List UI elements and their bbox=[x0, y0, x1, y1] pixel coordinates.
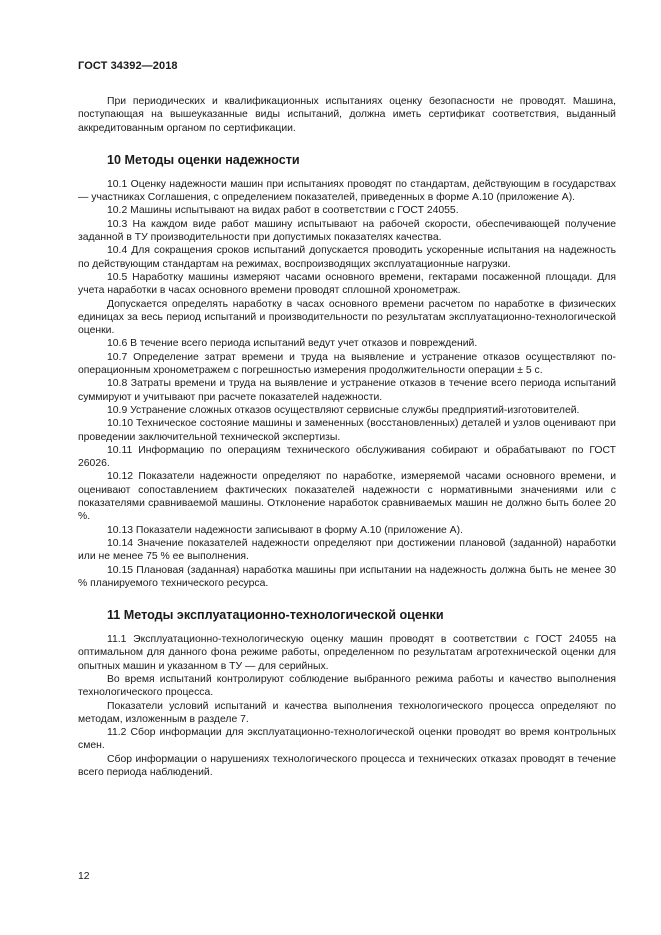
paragraph: 10.8 Затраты времени и труда на выявление и устранение отказов в течение всего периода испытаний суммируют и учитывают при расчете показателей надежности. bbox=[78, 378, 616, 403]
paragraph: 10.1 Оценку надежности машин при испытаниях проводят по стандартам, действующим в государствах — участниках Соглашения, с определением показателей, приведенных в форме А.10 (приложение А). bbox=[78, 178, 616, 204]
paragraph: 10.4 Для сокращения сроков испытаний допускается проводить ускоренные испытания на надежность по действующим стандартам на режимах, воспроизводящих эксплуатационные нагрузки. bbox=[78, 245, 616, 270]
paragraph: Сбор информации о нарушениях технологического процесса и технических отказах проводят в течение всего периода наблюдений. bbox=[78, 753, 616, 779]
paragraph: 10.11 Информацию по операциям технического обслуживания собирают и обрабатывают по ГОСТ 26026. bbox=[78, 444, 616, 470]
paragraph: 10.2 Машины испытывают на видах работ в соответствии с ГОСТ 24055. bbox=[107, 205, 459, 217]
paragraph: 10.3 На каждом виде работ машину испытывают на рабочей скорости, обеспечивающей получение заданной в ТУ производительности при допустимых показателях качества. bbox=[78, 218, 616, 244]
paragraph: 10.14 Значение показателей надежности определяют при достижении плановой (заданной) наработки или не менее 75 % ее выполнения. bbox=[78, 537, 616, 563]
intro-block bbox=[78, 95, 616, 135]
paragraph: Во время испытаний контролируют соблюдение выбранного режима работы и качество выполнения технологического процесса. bbox=[78, 673, 616, 699]
paragraph: 11.2 Сбор информации для эксплуатационно-технологической оценки проводят во время контрольных смен. bbox=[78, 727, 616, 752]
paragraph: 11.1 Эксплуатационно-технологическую оценку машин проводят в соответствии с ГОСТ 24055 на оптимальном для данного фона режиме работы, определенном по результатам агротехнической оценки для опытных машин и указанном в ТУ — для серийных. bbox=[78, 634, 616, 672]
paragraph: Допускается определять наработку в часах основного времени расчетом по наработке в физических единицах за весь период испытаний и производительности по результатам эксплуатационно-технологической оценки. bbox=[78, 298, 616, 337]
section-10-body bbox=[78, 178, 616, 590]
document-code: ГОСТ 34392—2018 bbox=[78, 60, 178, 72]
paragraph: 10.6 В течение всего периода испытаний ведут учет отказов и повреждений. bbox=[107, 338, 478, 350]
section-11-heading: 11 Методы эксплуатационно-технологической оценки bbox=[107, 608, 444, 623]
section-11-body bbox=[78, 633, 616, 779]
paragraph: 10.9 Устранение сложных отказов осуществляют сервисные службы предприятий-изготовителей. bbox=[107, 404, 580, 416]
paragraph: Показатели условий испытаний и качества выполнения технологического процесса определяют по методам, изложенным в разделе 7. bbox=[78, 700, 616, 725]
paragraph: При периодических и квалификационных испытаниях оценку безопасности не проводят. Машина, поступающая на вышеуказанные виды испытаний, должна иметь сертификат соответствия, выданный аккредитованным органом по сертификации. bbox=[78, 96, 616, 134]
paragraph: 10.10 Техническое состояние машины и замененных (восстановленных) деталей и узлов оценивают при проведении заключительной технической экспертизы. bbox=[78, 418, 616, 443]
paragraph: 10.5 Наработку машины измеряют часами основного времени, гектарами посаженной площади. Для учета наработки в часах основного времени проводят сплошной хронометраж. bbox=[78, 271, 616, 297]
paragraph: 10.13 Показатели надежности записывают в форму А.10 (приложение А). bbox=[107, 524, 463, 536]
section-10-heading: 10 Методы оценки надежности bbox=[107, 152, 300, 167]
paragraph: 10.7 Определение затрат времени и труда на выявление и устранение отказов осуществляют пооперационным хронометражем с погрешностью измерения продолжительности операции ± 5 с. bbox=[78, 351, 616, 377]
page-content bbox=[78, 95, 616, 779]
paragraph: 10.12 Показатели надежности определяют по наработке, измеряемой часами основного времени, и оценивают сопоставлением фактических показателей надежности с нормативными значениями или с показателями сравниваемой машины. Отклонение наработок сравниваемых машин не должно быть более 20 %. bbox=[78, 471, 616, 523]
paragraph: 10.15 Плановая (заданная) наработка машины при испытании на надежность должна быть не менее 30 % планируемого технического ресурса. bbox=[78, 564, 616, 589]
page-number: 12 bbox=[78, 871, 90, 882]
